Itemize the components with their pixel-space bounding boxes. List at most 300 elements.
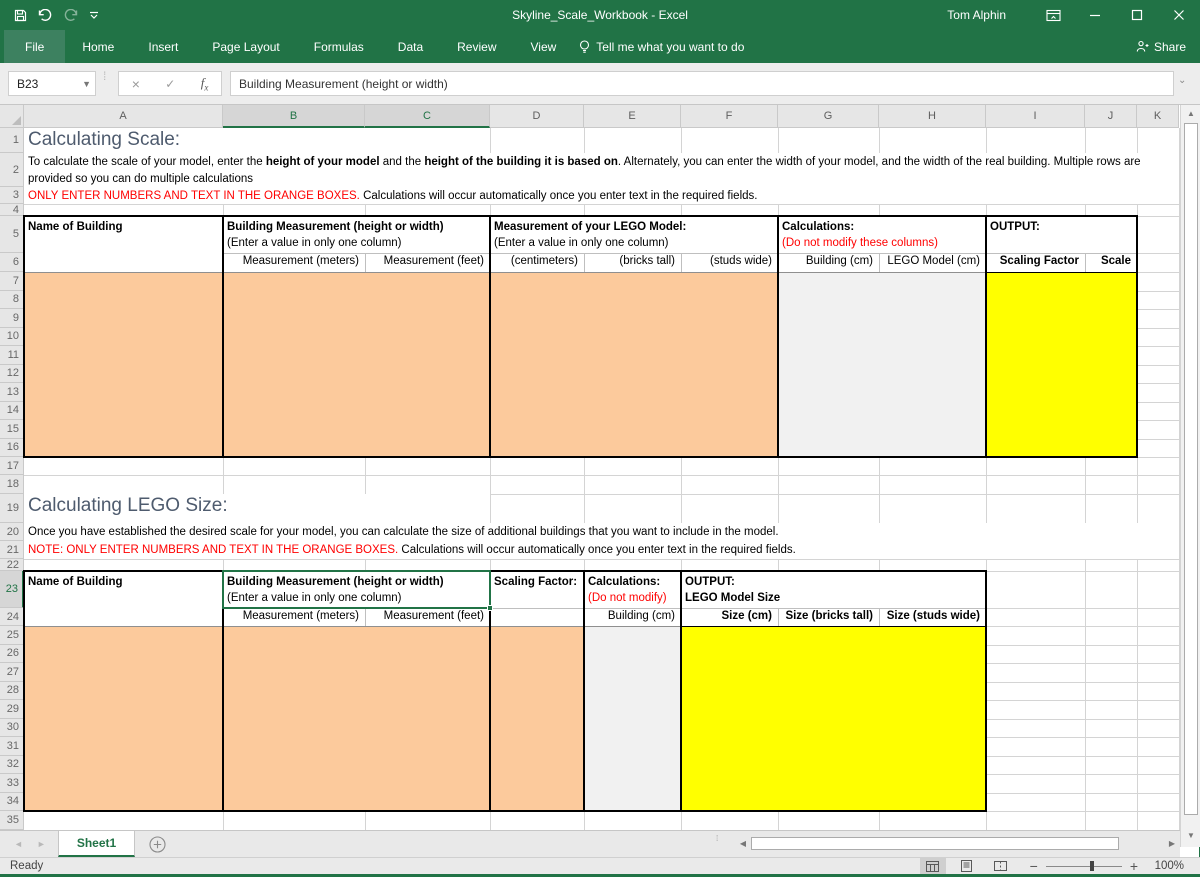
text-segment: (Do not modify): [588, 592, 667, 604]
cell-I10[interactable]: [986, 328, 1086, 348]
cell-C25[interactable]: [365, 626, 491, 646]
scroll-left-icon[interactable]: ◀: [739, 839, 747, 848]
row-header-29[interactable]: 29: [0, 700, 24, 719]
cell-J11[interactable]: [1085, 346, 1138, 366]
cell-A12[interactable]: [24, 365, 224, 385]
cell-E11[interactable]: [584, 346, 682, 366]
cell-G8[interactable]: [778, 291, 880, 311]
cell-E25[interactable]: [584, 626, 682, 646]
cell-I7[interactable]: [986, 272, 1086, 292]
cell-B8[interactable]: [223, 291, 366, 311]
cell-I8[interactable]: [986, 291, 1086, 311]
row-header-8[interactable]: 8: [0, 291, 24, 310]
cell-G7[interactable]: [778, 272, 880, 292]
cell-A27[interactable]: [24, 663, 224, 683]
sheet-prev-icon[interactable]: ◄: [14, 839, 23, 849]
row-header-9[interactable]: 9: [0, 309, 24, 328]
sheet-next-icon[interactable]: ►: [36, 839, 46, 849]
cell-A33[interactable]: [24, 774, 224, 794]
tab-scroll-splitter[interactable]: ⁞: [716, 834, 719, 843]
cell-H25[interactable]: [879, 626, 987, 646]
ribbon-tab-insert[interactable]: Insert: [148, 39, 179, 54]
customize-quick-access-icon[interactable]: [89, 10, 99, 20]
save-icon[interactable]: [14, 9, 27, 22]
cell-D12[interactable]: [490, 365, 585, 385]
ribbon-tab-view[interactable]: View: [530, 39, 557, 54]
cell-E16[interactable]: [584, 439, 682, 459]
cell-D11[interactable]: [490, 346, 585, 366]
cell-G34[interactable]: [778, 793, 880, 813]
cell-D9[interactable]: [490, 309, 585, 329]
text-segment: OUTPUT:: [990, 221, 1040, 233]
row-header-14[interactable]: 14: [0, 402, 24, 421]
cell-F30[interactable]: [681, 719, 779, 739]
cell-B11[interactable]: [223, 346, 366, 366]
cell-E30[interactable]: [584, 719, 682, 739]
cell-D13[interactable]: [490, 383, 585, 403]
scroll-up-icon[interactable]: ▲: [1187, 109, 1195, 118]
cell-E10[interactable]: [584, 328, 682, 348]
cell-G16[interactable]: [778, 439, 880, 459]
cell-H12[interactable]: [879, 365, 987, 385]
cell-I11[interactable]: [986, 346, 1086, 366]
ribbon-tab-formulas[interactable]: Formulas: [313, 39, 364, 54]
cell-E29[interactable]: [584, 700, 682, 720]
cell-B13[interactable]: [223, 383, 366, 403]
scale-table-group-gh[interactable]: [782, 219, 982, 251]
row-header-6[interactable]: 6: [0, 253, 24, 272]
cell-E9[interactable]: [584, 309, 682, 329]
ribbon-tabs: [65, 32, 573, 62]
column-header-h[interactable]: H: [879, 105, 986, 128]
cell-E34[interactable]: [584, 793, 682, 813]
cell-C34[interactable]: [365, 793, 491, 813]
sheet-tab-sheet1[interactable]: Sheet1: [58, 831, 135, 857]
cell-A10[interactable]: [24, 328, 224, 348]
cell-J13[interactable]: [1085, 383, 1138, 403]
cell-D14[interactable]: [490, 402, 585, 422]
cell-C26[interactable]: [365, 645, 491, 665]
view-page-break-icon[interactable]: [988, 858, 1014, 874]
cell-F7[interactable]: [681, 272, 779, 292]
cell-B34[interactable]: [223, 793, 366, 813]
tell-me-label: Tell me what you want to do: [596, 39, 745, 54]
row-header-30[interactable]: 30: [0, 719, 24, 738]
row-header-3[interactable]: 3: [0, 187, 24, 204]
cell-C30[interactable]: [365, 719, 491, 739]
row-header-5[interactable]: 5: [0, 216, 24, 253]
column-header-i[interactable]: I: [986, 105, 1085, 128]
column-header-j[interactable]: J: [1085, 105, 1137, 128]
cell-C7[interactable]: [365, 272, 491, 292]
cell-A14[interactable]: [24, 402, 224, 422]
file-tab[interactable]: File: [4, 30, 65, 63]
cell-A11[interactable]: [24, 346, 224, 366]
header-line: [782, 219, 982, 235]
cell-A16[interactable]: [24, 439, 224, 459]
cell-D34[interactable]: [490, 793, 585, 813]
column-header-e[interactable]: E: [584, 105, 681, 128]
cell-F32[interactable]: [681, 756, 779, 776]
cell-C29[interactable]: [365, 700, 491, 720]
cell-G9[interactable]: [778, 309, 880, 329]
cell-E13[interactable]: [584, 383, 682, 403]
cell-E33[interactable]: [584, 774, 682, 794]
cell-D15[interactable]: [490, 420, 585, 440]
ribbon-tab-home[interactable]: Home: [82, 39, 115, 54]
cell-I14[interactable]: [986, 402, 1086, 422]
cell-D26[interactable]: [490, 645, 585, 665]
tell-me-box[interactable]: [579, 40, 744, 54]
zoom-in-icon[interactable]: +: [1129, 858, 1138, 874]
cell-G15[interactable]: [778, 420, 880, 440]
cell-F13[interactable]: [681, 383, 779, 403]
row-header-1[interactable]: 1: [0, 128, 24, 153]
cell-J12[interactable]: [1085, 365, 1138, 385]
text-segment: Calculations will occur automatically once you enter text in the required fields.: [359, 190, 758, 202]
cell-J7[interactable]: [1085, 272, 1138, 292]
cell-D7[interactable]: [490, 272, 585, 292]
cell-C13[interactable]: [365, 383, 491, 403]
row-header-15[interactable]: 15: [0, 420, 24, 439]
cell-I16[interactable]: [986, 439, 1086, 459]
cell-A31[interactable]: [24, 737, 224, 757]
row-header-23[interactable]: 23: [0, 571, 24, 608]
row-header-21[interactable]: 21: [0, 541, 24, 559]
cell-B29[interactable]: [223, 700, 366, 720]
row-header-12[interactable]: 12: [0, 365, 24, 384]
scale-table-group-aa[interactable]: [28, 219, 219, 235]
cell-B31[interactable]: [223, 737, 366, 757]
zoom-slider-thumb[interactable]: [1090, 861, 1094, 871]
cell-I15[interactable]: [986, 420, 1086, 440]
row-header-31[interactable]: 31: [0, 737, 24, 756]
cell-A30[interactable]: [24, 719, 224, 739]
zoom-out-icon[interactable]: −: [1029, 858, 1038, 874]
cell-F15[interactable]: [681, 420, 779, 440]
cell-J9[interactable]: [1085, 309, 1138, 329]
cell-G28[interactable]: [778, 682, 880, 702]
cell-E12[interactable]: [584, 365, 682, 385]
row-header-17[interactable]: 17: [0, 457, 24, 475]
cell-D32[interactable]: [490, 756, 585, 776]
cell-C9[interactable]: [365, 309, 491, 329]
row-header-2[interactable]: 2: [0, 153, 24, 187]
row-header-20[interactable]: 20: [0, 523, 24, 541]
cell-G29[interactable]: [778, 700, 880, 720]
cell-B15[interactable]: [223, 420, 366, 440]
cell-C33[interactable]: [365, 774, 491, 794]
cell-B14[interactable]: [223, 402, 366, 422]
scale-table-group-df[interactable]: [494, 219, 774, 251]
cell-F16[interactable]: [681, 439, 779, 459]
header-line: [227, 590, 486, 606]
cell-C32[interactable]: [365, 756, 491, 776]
row-header-33[interactable]: 33: [0, 774, 24, 793]
cell-H34[interactable]: [879, 793, 987, 813]
lego-table-group-fh[interactable]: [685, 574, 982, 606]
row-header-18[interactable]: 18: [0, 475, 24, 494]
row-header-32[interactable]: 32: [0, 756, 24, 775]
column-header-k[interactable]: K: [1137, 105, 1179, 128]
cell-G13[interactable]: [778, 383, 880, 403]
cell-D16[interactable]: [490, 439, 585, 459]
row-header-10[interactable]: 10: [0, 328, 24, 347]
cell-F28[interactable]: [681, 682, 779, 702]
cell-F12[interactable]: [681, 365, 779, 385]
row-header-7[interactable]: 7: [0, 272, 24, 291]
row-header-4[interactable]: 4: [0, 204, 24, 216]
cell-F9[interactable]: [681, 309, 779, 329]
cell-B32[interactable]: [223, 756, 366, 776]
horizontal-scrollbar-thumb[interactable]: [751, 837, 1119, 850]
cell-F14[interactable]: [681, 402, 779, 422]
cell-H10[interactable]: [879, 328, 987, 348]
vertical-scrollbar[interactable]: [1180, 105, 1200, 847]
cell-C15[interactable]: [365, 420, 491, 440]
cell-C28[interactable]: [365, 682, 491, 702]
cell-B10[interactable]: [223, 328, 366, 348]
cell-H26[interactable]: [879, 645, 987, 665]
cell-E28[interactable]: [584, 682, 682, 702]
header-line: [494, 235, 774, 251]
row-header-34[interactable]: 34: [0, 793, 24, 812]
cell-F26[interactable]: [681, 645, 779, 665]
cell-G32[interactable]: [778, 756, 880, 776]
cell-A8[interactable]: [24, 291, 224, 311]
cell-G26[interactable]: [778, 645, 880, 665]
cell-H27[interactable]: [879, 663, 987, 683]
lego-table-group-ee[interactable]: [588, 574, 677, 606]
cell-H31[interactable]: [879, 737, 987, 757]
cell-C8[interactable]: [365, 291, 491, 311]
cell-D10[interactable]: [490, 328, 585, 348]
cell-G25[interactable]: [778, 626, 880, 646]
cell-J10[interactable]: [1085, 328, 1138, 348]
column-header-d[interactable]: D: [490, 105, 584, 128]
cell-G12[interactable]: [778, 365, 880, 385]
cell-E32[interactable]: [584, 756, 682, 776]
cell-D29[interactable]: [490, 700, 585, 720]
cell-A32[interactable]: [24, 756, 224, 776]
cell-H16[interactable]: [879, 439, 987, 459]
cell-C31[interactable]: [365, 737, 491, 757]
close-button[interactable]: [1158, 0, 1200, 30]
row-header-25[interactable]: 25: [0, 626, 24, 645]
redo-icon[interactable]: [63, 9, 79, 21]
cell-A7[interactable]: [24, 272, 224, 292]
row-header-11[interactable]: 11: [0, 346, 24, 365]
row-header-16[interactable]: 16: [0, 439, 24, 458]
user-name[interactable]: Tom Alphin: [947, 8, 1006, 22]
cell-H32[interactable]: [879, 756, 987, 776]
cell-B16[interactable]: [223, 439, 366, 459]
cell-G27[interactable]: [778, 663, 880, 683]
cell-E7[interactable]: [584, 272, 682, 292]
cell-F31[interactable]: [681, 737, 779, 757]
text-segment: . Alternately, you can enter the width of your model, and the width of the real building. Multiple rows are provided so you can do multiple calculations: [28, 156, 1141, 185]
cell-C14[interactable]: [365, 402, 491, 422]
cell-I13[interactable]: [986, 383, 1086, 403]
cell-A28[interactable]: [24, 682, 224, 702]
cell-A15[interactable]: [24, 420, 224, 440]
row-header-19[interactable]: 19: [0, 494, 24, 523]
cell-F8[interactable]: [681, 291, 779, 311]
scale-table-group-ij[interactable]: [990, 219, 1133, 235]
cell-I12[interactable]: [986, 365, 1086, 385]
text-segment: NOTE: ONLY ENTER NUMBERS AND TEXT IN THE ORANGE BOXES.: [28, 544, 399, 556]
header-line: [990, 219, 1133, 235]
cell-F27[interactable]: [681, 663, 779, 683]
cell-D31[interactable]: [490, 737, 585, 757]
cell-E14[interactable]: [584, 402, 682, 422]
cell-H28[interactable]: [879, 682, 987, 702]
scroll-down-icon[interactable]: ▼: [1187, 831, 1195, 840]
cell-C27[interactable]: [365, 663, 491, 683]
cell-B27[interactable]: [223, 663, 366, 683]
cell-H9[interactable]: [879, 309, 987, 329]
formula-bar-expand-icon[interactable]: ⌄: [1178, 75, 1187, 86]
row-header-24[interactable]: 24: [0, 608, 24, 626]
cell-D33[interactable]: [490, 774, 585, 794]
column-header-g[interactable]: G: [778, 105, 879, 128]
cell-G33[interactable]: [778, 774, 880, 794]
add-sheet-button[interactable]: [149, 831, 166, 857]
row-header-13[interactable]: 13: [0, 383, 24, 402]
cell-D25[interactable]: [490, 626, 585, 646]
cell-A29[interactable]: [24, 700, 224, 720]
cell-G31[interactable]: [778, 737, 880, 757]
enter-icon[interactable]: ✓: [165, 76, 176, 91]
cell-H29[interactable]: [879, 700, 987, 720]
column-header-b[interactable]: B: [223, 105, 365, 128]
undo-icon[interactable]: [37, 9, 53, 21]
cell-D27[interactable]: [490, 663, 585, 683]
cell-A26[interactable]: [24, 645, 224, 665]
cell-B26[interactable]: [223, 645, 366, 665]
cell-H7[interactable]: [879, 272, 987, 292]
ribbon-display-options-button[interactable]: [1032, 0, 1074, 30]
text-segment: and the: [379, 156, 425, 168]
column-header-f[interactable]: F: [681, 105, 778, 128]
cell-B9[interactable]: [223, 309, 366, 329]
maximize-button[interactable]: [1116, 0, 1158, 30]
cell-H11[interactable]: [879, 346, 987, 366]
text-segment: height of the building it is based on: [424, 156, 618, 168]
cell-F25[interactable]: [681, 626, 779, 646]
cell-C11[interactable]: [365, 346, 491, 366]
cell-J15[interactable]: [1085, 420, 1138, 440]
horizontal-scrollbar[interactable]: [735, 836, 1180, 851]
section-split-v: [583, 571, 585, 811]
vertical-scrollbar-thumb[interactable]: [1184, 123, 1198, 815]
row-header-22[interactable]: 22: [0, 559, 24, 571]
cell-H8[interactable]: [879, 291, 987, 311]
cell-G11[interactable]: [778, 346, 880, 366]
cell-B33[interactable]: [223, 774, 366, 794]
cell-E15[interactable]: [584, 420, 682, 440]
cell-C10[interactable]: [365, 328, 491, 348]
cell-F11[interactable]: [681, 346, 779, 366]
lego-table-group-dd[interactable]: [494, 574, 580, 590]
name-box-dropdown-icon[interactable]: ▼: [82, 78, 91, 89]
cell-D28[interactable]: [490, 682, 585, 702]
cell-E26[interactable]: [584, 645, 682, 665]
cell-C16[interactable]: [365, 439, 491, 459]
cell-A13[interactable]: [24, 383, 224, 403]
scale-table-group-bc[interactable]: [227, 219, 486, 251]
scroll-right-icon[interactable]: ▶: [1168, 839, 1176, 848]
select-all-button[interactable]: [0, 105, 24, 128]
cell-D8[interactable]: [490, 291, 585, 311]
row-header-35[interactable]: 35: [0, 811, 24, 830]
cell-E8[interactable]: [584, 291, 682, 311]
column-header-c[interactable]: C: [365, 105, 490, 128]
view-normal-icon[interactable]: [920, 858, 946, 874]
cell-F33[interactable]: [681, 774, 779, 794]
ribbon-tab-page-layout[interactable]: Page Layout: [212, 39, 280, 54]
cell-F29[interactable]: [681, 700, 779, 720]
cell-H30[interactable]: [879, 719, 987, 739]
cell-A9[interactable]: [24, 309, 224, 329]
cell-B12[interactable]: [223, 365, 366, 385]
name-box[interactable]: [8, 71, 96, 96]
zoom-slider[interactable]: [1046, 860, 1122, 872]
cell-C12[interactable]: [365, 365, 491, 385]
formula-input[interactable]: Building Measurement (height or width): [230, 71, 1174, 96]
cell-E27[interactable]: [584, 663, 682, 683]
cell-H13[interactable]: [879, 383, 987, 403]
cell-B25[interactable]: [223, 626, 366, 646]
share-button[interactable]: [1136, 40, 1186, 54]
cell-G14[interactable]: [778, 402, 880, 422]
row-header-26[interactable]: 26: [0, 645, 24, 664]
row-header-28[interactable]: 28: [0, 682, 24, 701]
row-header-27[interactable]: 27: [0, 663, 24, 682]
ribbon-tab-review[interactable]: Review: [457, 39, 497, 54]
cell-D30[interactable]: [490, 719, 585, 739]
cell-A34[interactable]: [24, 793, 224, 813]
cancel-icon[interactable]: ×: [131, 75, 140, 92]
lego-table-group-bc[interactable]: [227, 574, 486, 606]
section-split-v: [680, 571, 682, 811]
insert-function-icon[interactable]: $f_x$: [200, 74, 209, 93]
view-page-layout-icon[interactable]: [954, 858, 980, 874]
cell-B7[interactable]: [223, 272, 366, 292]
title-bar: [0, 0, 1200, 30]
cell-F10[interactable]: [681, 328, 779, 348]
cell-F34[interactable]: [681, 793, 779, 813]
cell-H14[interactable]: [879, 402, 987, 422]
cell-G10[interactable]: [778, 328, 880, 348]
cell-B30[interactable]: [223, 719, 366, 739]
minimize-button[interactable]: [1074, 0, 1116, 30]
cell-B28[interactable]: [223, 682, 366, 702]
cell-J14[interactable]: [1085, 402, 1138, 422]
ribbon-tab-data[interactable]: Data: [397, 39, 424, 54]
header-line: [227, 219, 486, 235]
cell-G30[interactable]: [778, 719, 880, 739]
cell-I9[interactable]: [986, 309, 1086, 329]
cell-E31[interactable]: [584, 737, 682, 757]
cell-H15[interactable]: [879, 420, 987, 440]
lego-table-group-aa[interactable]: [28, 574, 219, 590]
cell-J8[interactable]: [1085, 291, 1138, 311]
column-header-a[interactable]: A: [24, 105, 223, 128]
cell-A25[interactable]: [24, 626, 224, 646]
cell-H33[interactable]: [879, 774, 987, 794]
cell-J16[interactable]: [1085, 439, 1138, 459]
